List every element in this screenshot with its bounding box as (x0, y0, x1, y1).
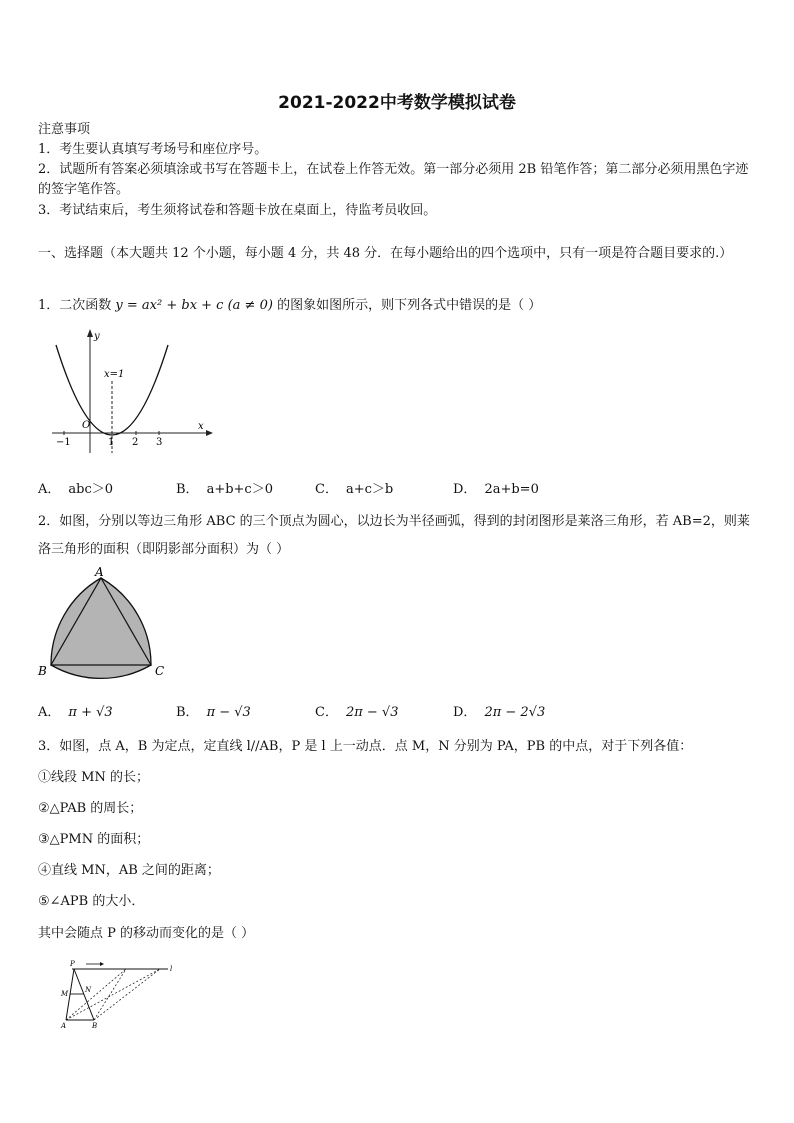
q3-item-4: ④直线 MN，AB 之间的距离； (38, 863, 220, 878)
notice-item-3: 3．考试结束后，考生须将试卷和答题卡放在桌面上，待监考员收回。 (38, 203, 437, 218)
origin-label: O (82, 420, 91, 431)
tick-label-1: 1 (108, 437, 115, 448)
q3-item-2: ②△PAB 的周长； (38, 801, 143, 816)
reuleaux-triangle-figure (36, 564, 171, 684)
q2-option-d[interactable]: D． 2π − 2√3 (453, 705, 546, 720)
q2-stem: 2．如图，分别以等边三角形 ABC 的三个顶点为圆心，以边长为半径画弧，得到的封闭图形是莱洛三角形，若 AB=2，则莱洛三角形的面积（即阴影部分面积）为（ ） (38, 514, 750, 557)
tick-label-neg1: −1 (56, 437, 71, 448)
point-a-label: A (61, 1022, 67, 1030)
q2-options (38, 701, 758, 721)
q3-question: 其中会随点 P 的移动而变化的是（ ） (38, 926, 255, 941)
dashed-line (94, 969, 126, 1020)
point-p-label: P (70, 960, 75, 968)
notice-item-2: 2．试题所有答案必须填涂或书写在答题卡上，在试卷上作答无效。第一部分必须用 2B 铅笔作答；第二部分必须用黑色字迹的签字笔作答。 (38, 162, 749, 197)
tick-label-2: 2 (132, 437, 139, 448)
q2-option-c[interactable]: C． 2π − √3 (315, 705, 399, 720)
notice-heading: 注意事项 (38, 122, 91, 137)
notice-item-1: 1．考生要认真填写考场号和座位序号。 (38, 142, 268, 157)
tick-label-3: 3 (156, 437, 163, 448)
q1-prefix: 1．二次函数 (38, 298, 112, 313)
line-l-label: l (170, 965, 173, 973)
reuleaux-shape (51, 578, 151, 678)
point-m-label: M (61, 990, 69, 998)
exam-title: 2021-2022中考数学模拟试卷 (278, 93, 516, 113)
segment-pb (74, 969, 94, 1020)
q3-item-3: ③△PMN 的面积； (38, 832, 150, 847)
q1-stem (38, 296, 541, 316)
q1-option-d[interactable]: D． 2a+b=0 (453, 482, 539, 497)
y-axis-label: y (94, 331, 100, 342)
sym-axis-label: x=1 (104, 369, 125, 380)
q1-option-a[interactable]: A． abc＞0 (38, 482, 114, 497)
dashed-line (66, 969, 160, 1020)
y-arrow-icon (87, 329, 93, 337)
x-axis-label: x (198, 421, 204, 432)
parabola-graph (48, 325, 218, 460)
motion-arrow-icon (100, 962, 104, 966)
q3-stem: 3．如图，点 A，B 为定点，定直线 l//AB，P 是 l 上一动点．点 M，N 分别为 PA，PB 的中点，对于下列各值： (38, 739, 693, 754)
q1-formula: y = ax² + bx + c (a ≠ 0) (115, 298, 273, 313)
point-n-label: N (85, 986, 92, 994)
q1-options (38, 478, 758, 498)
point-b-label: B (92, 1022, 98, 1030)
moving-point-figure (56, 956, 180, 1032)
vertex-c-label: C (155, 664, 165, 678)
dashed-line (94, 969, 160, 1020)
q1-option-c[interactable]: C． a+c＞b (315, 482, 394, 497)
dashed-line (66, 969, 126, 1020)
q3-item-5: ⑤∠APB 的大小． (38, 894, 145, 909)
x-arrow-icon (206, 430, 213, 436)
q1-option-b[interactable]: B． a+b+c＞0 (176, 482, 273, 497)
q2-option-a[interactable]: A． π + √3 (38, 705, 113, 720)
q2-option-b[interactable]: B． π − √3 (176, 705, 251, 720)
q3-item-1: ①线段 MN 的长； (38, 770, 149, 785)
section-heading: 一、选择题（本大题共 12 个小题，每小题 4 分，共 48 分．在每小题给出的四个选项中，只有一项是符合题目要求的.） (38, 246, 733, 261)
vertex-a-label: A (95, 565, 104, 579)
q1-suffix: 的图象如图所示，则下列各式中错误的是（ ） (277, 298, 542, 313)
vertex-b-label: B (38, 664, 47, 678)
